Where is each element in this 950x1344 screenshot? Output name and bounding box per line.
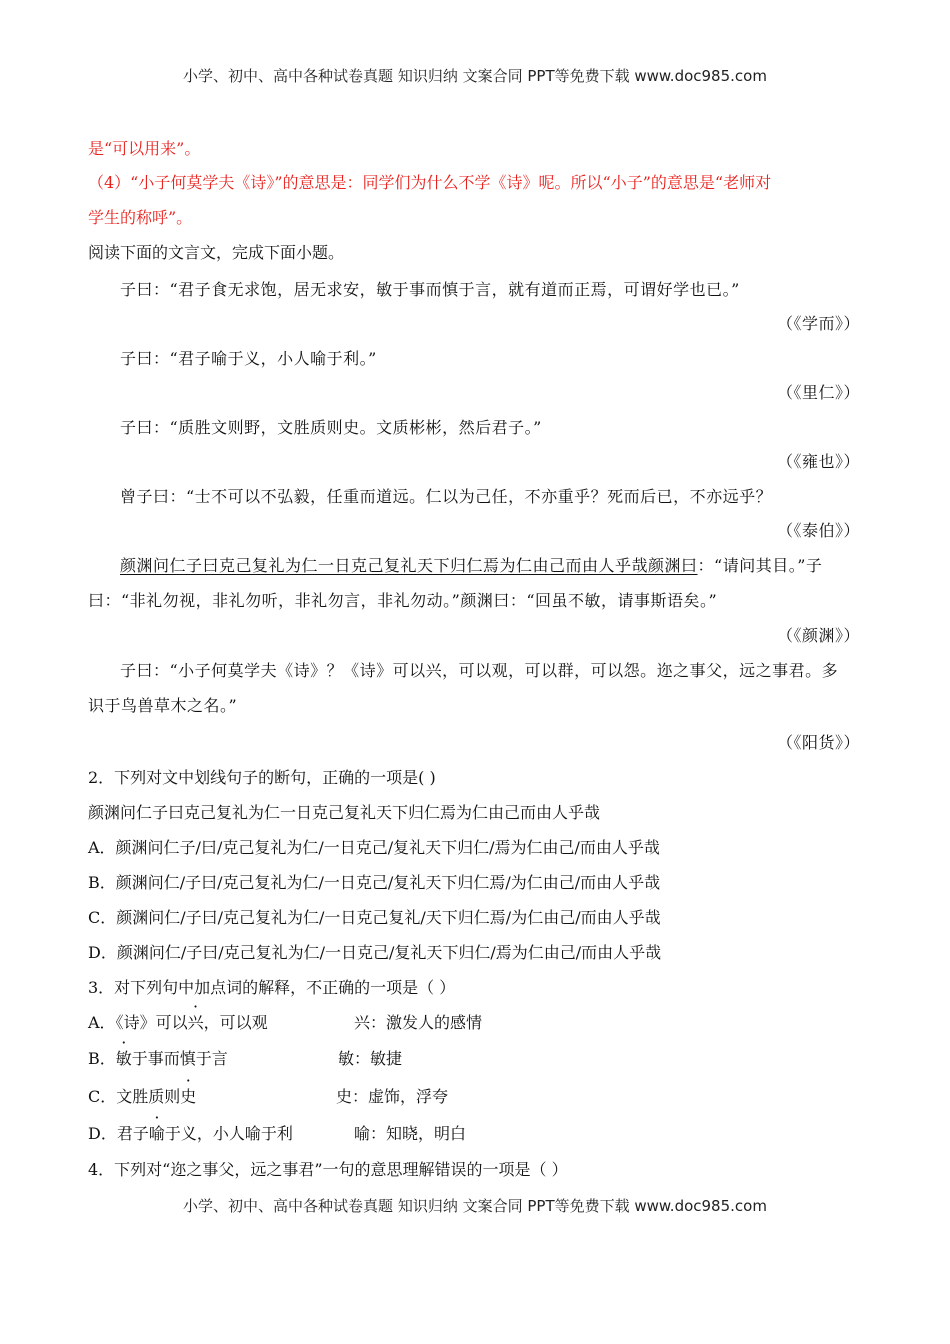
question-2-option-d: D．颜渊问仁/子曰/克己复礼为仁/一日克己/复礼天下归仁/焉为仁由己/而由人乎哉 [88, 943, 662, 962]
passage-yanyuan-line-1 [120, 556, 822, 576]
question-2-option-b: B．颜渊问仁/子曰/克己复礼为仁/一日克己/复礼天下归仁焉/为仁由己/而由人乎哉 [88, 873, 661, 892]
question-3-option-c: C．文胜质则史 [88, 1087, 197, 1106]
question-4-stem: 4．下列对“迩之事父，远之事君”一句的意思理解错误的一项是（ ） [88, 1160, 568, 1179]
question-3-stem: 3．对下列句中加点词的解释，不正确的一项是（ ） [88, 978, 456, 997]
underlined-sentence: 颜渊问仁子曰克己复礼为仁一日克己复礼天下归仁焉为仁由己而由人乎哉颜渊曰 [120, 556, 698, 575]
source-yanyuan: （《颜渊》） [776, 626, 860, 645]
passage-xueer: 子曰：“君子食无求饱，居无求安，敏于事而慎于言，就有道而正焉，可谓好学也已。” [120, 280, 740, 299]
yanyuan-rest: ：“请问其目。”子 [697, 556, 823, 575]
question-3-gloss-b: 敏：敏捷 [338, 1049, 403, 1068]
source-taibo: （《泰伯》） [776, 521, 860, 540]
passage-yanghuo-line-1: 子曰：“小子何莫学夫《诗》？《诗》可以兴，可以观，可以群，可以怨。迩之事父，远之事君。多 [120, 661, 839, 680]
passage-yanghuo-line-2: 识于鸟兽草木之名。” [88, 696, 238, 715]
question-2-sentence: 颜渊问仁子曰克己复礼为仁一日克己复礼天下归仁焉为仁由己而由人乎哉 [88, 803, 601, 822]
question-3-option-b: B．敏于事而慎于言 [88, 1049, 228, 1068]
answer-line-3: 学生的称呼”。 [88, 208, 193, 227]
dotted-word: 喻 [148, 1124, 165, 1143]
dotted-word: 史 [180, 1087, 197, 1106]
question-3-gloss-a: 兴：激发人的感情 [354, 1013, 483, 1032]
source-liren: （《里仁》） [776, 383, 860, 402]
question-3-gloss-c: 史：虚饰，浮夸 [336, 1087, 449, 1106]
site-banner-top: 小学、初中、高中各种试卷真题 知识归纳 文案合同 PPT等免费下载 www.doc985.com [183, 67, 767, 85]
source-yanghuo: （《阳货》） [776, 733, 860, 752]
answer-line-2: （4）“小子何莫学夫《诗》”的意思是：同学们为什么不学《诗》呢。所以“小子”的意思是“老师对 [88, 173, 772, 192]
source-yongye: （《雍也》） [776, 452, 860, 471]
dotted-word: 兴 [187, 1013, 204, 1032]
reading-intro: 阅读下面的文言文，完成下面小题。 [88, 243, 345, 262]
question-3-option-d: D．君子喻于义，小人喻于利 [88, 1124, 293, 1143]
question-3-gloss-d: 喻：知晓，明白 [354, 1124, 467, 1143]
passage-liren: 子曰：“君子喻于义，小人喻于利。” [120, 349, 377, 368]
passage-yanyuan-line-2: 曰：“非礼勿视，非礼勿听，非礼勿言，非礼勿动。”颜渊曰：“回虽不敏，请事斯语矣。” [88, 591, 718, 610]
source-xueer: （《学而》） [776, 314, 860, 333]
question-2-option-c: C．颜渊问仁/子曰/克己复礼为仁/一日克己复礼/天下归仁焉/为仁由己/而由人乎哉 [88, 908, 661, 927]
question-3-option-a: A．《诗》可以兴，可以观 [88, 1013, 268, 1032]
question-2-option-a: A．颜渊问仁子/曰/克己复礼为仁/一日克己/复礼天下归仁/焉为仁由己/而由人乎哉 [88, 838, 660, 857]
question-2-stem: 2．下列对文中划线句子的断句，正确的一项是( ) [88, 768, 436, 787]
answer-line-1: 是“可以用来”。 [88, 139, 201, 158]
dotted-word: 敏 [115, 1049, 132, 1068]
passage-taibo: 曾子曰：“士不可以不弘毅，任重而道远。仁以为己任，不亦重乎？死而后已，不亦远乎？ [120, 487, 773, 506]
site-banner-bottom: 小学、初中、高中各种试卷真题 知识归纳 文案合同 PPT等免费下载 www.doc985.com [183, 1197, 767, 1215]
passage-yongye: 子曰：“质胜文则野，文胜质则史。文质彬彬，然后君子。” [120, 418, 542, 437]
